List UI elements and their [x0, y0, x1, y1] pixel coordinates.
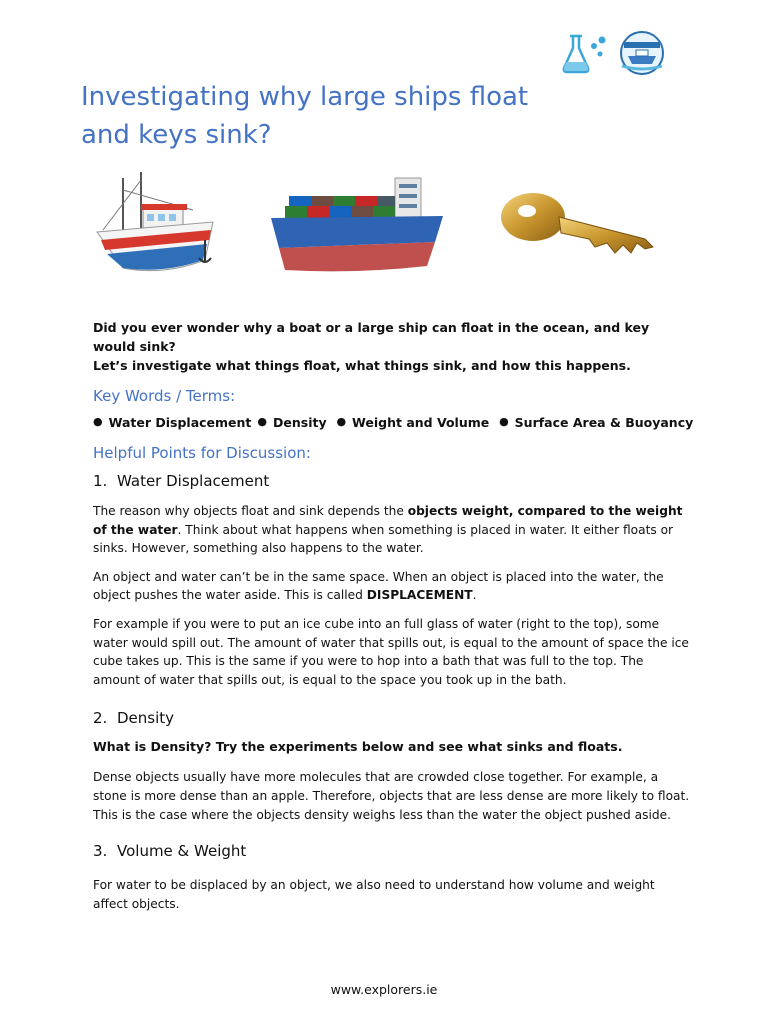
paragraph	[93, 502, 693, 558]
intro-line-2: Let’s investigate what things float, what things sink, and how this happens.	[93, 358, 631, 373]
section-title: Water Displacement	[117, 472, 270, 490]
text-run: The reason why objects float and sink depends the	[93, 504, 408, 518]
explorers-ship-logo	[616, 30, 668, 80]
section-title: Density	[117, 709, 175, 728]
section-heading-density	[93, 709, 693, 727]
paragraph: For example if you were to put an ice cube into an full glass of water (right to the top), some water would spill out. The amount of water that spills out, is equal to the amount of space the ice cube takes up. This is the same if you were to hop into a bath that was full to the top. The amount of water that spills out, is equal to the space you took up in the bath.	[93, 616, 689, 687]
flask-icon	[560, 32, 608, 78]
title-line-2: and keys sink?	[81, 120, 272, 150]
section-number: 1.	[93, 472, 108, 490]
section-title: Volume & Weight	[117, 842, 247, 861]
key-image	[495, 187, 665, 267]
paragraph: For water to be displaced by an object, we also need to understand how volume and weight affect objects.	[93, 878, 655, 911]
paragraph	[93, 568, 693, 605]
bold-text-run: objects weight, compared to the weight of the water	[93, 504, 683, 537]
header-logos	[560, 30, 668, 80]
bullet-icon: ●	[495, 415, 509, 428]
paragraph: Dense objects usually have more molecules that are crowded close together. For example, a stone is more dense than an apple. Therefore, objects that are less dense are more likely to float. This is the case where the objects density weighs less than the water the object pushed aside.	[93, 770, 690, 822]
main-content	[93, 318, 693, 923]
cargo-ship-image	[265, 170, 451, 280]
keywords-list	[93, 415, 693, 430]
page-title	[81, 78, 561, 154]
intro-paragraph	[93, 318, 693, 375]
helpful-points-heading: Helpful Points for Discussion:	[93, 444, 311, 462]
keyword-item: Water Displacement	[108, 415, 252, 430]
text-run: .	[472, 588, 477, 603]
section-number: 3.	[93, 842, 108, 861]
bullet-icon: ●	[332, 415, 347, 428]
section-heading-volume-weight	[93, 842, 693, 860]
bullet-icon: ●	[257, 415, 267, 428]
keywords-heading: Key Words / Terms:	[93, 387, 236, 405]
keyword-item: Density	[273, 415, 327, 430]
density-question: What is Density? Try the experiments below and see what sinks and floats.	[93, 739, 623, 755]
bold-text-run: DISPLACEMENT	[366, 588, 473, 603]
footer-url: www.explorers.ie	[330, 982, 438, 997]
keyword-item: Weight and Volume	[352, 415, 490, 430]
section-heading-water-displacement	[93, 472, 693, 490]
title-line-1: Investigating why large ships float	[81, 82, 529, 112]
text-run: . Think about what happens when something is placed in water. It either floats or sinks. However, something also happens to the water.	[93, 522, 674, 556]
section-number: 2.	[93, 709, 108, 728]
bullet-icon: ●	[93, 415, 103, 428]
fishing-boat-image	[93, 170, 221, 280]
intro-line-1: Did you ever wonder why a boat or a large ship can float in the ocean, and key would sink?	[93, 320, 650, 354]
keyword-item: Surface Area & Buoyancy	[514, 415, 694, 430]
text-run: An object and water can’t be in the same space. When an object is placed into the water, the object pushes the water aside. This is called	[93, 569, 664, 603]
